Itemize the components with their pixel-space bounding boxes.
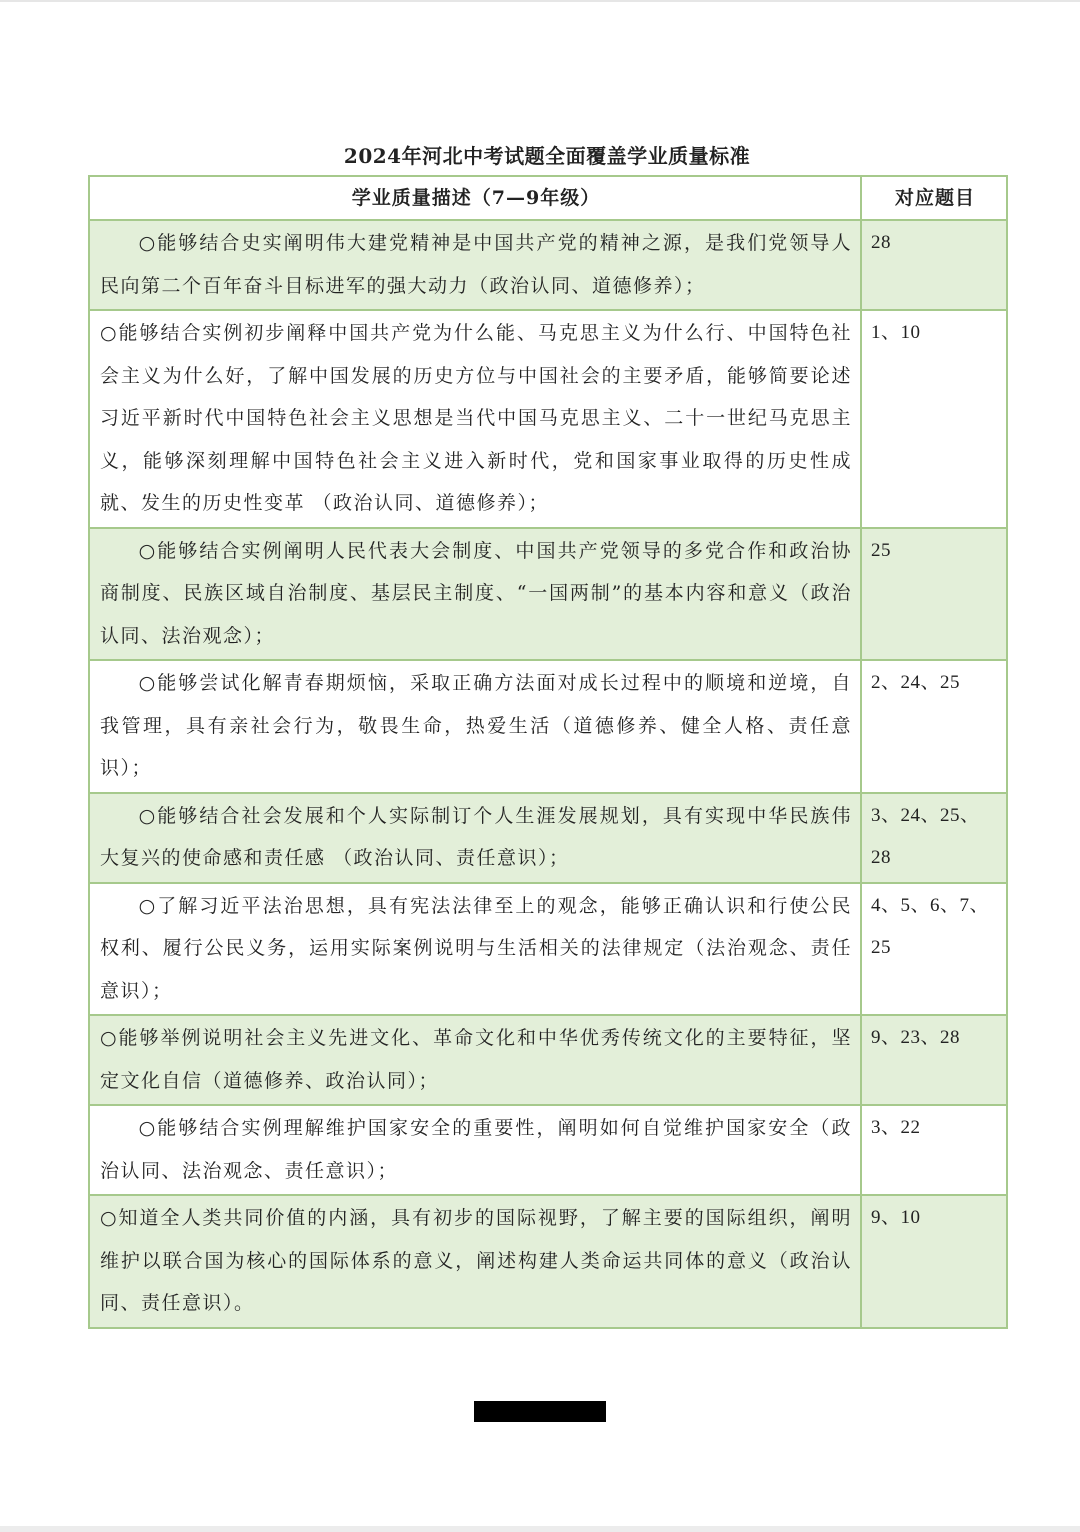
row-description <box>89 310 861 528</box>
row-text: ○了解习近平法治思想，具有宪法法律至上的观念，能够正确认识和行使公民权利、履行公民义务，运用实际案例说明与生活相关的法律规定（法治观念、责任意识）； <box>100 894 852 1002</box>
row-description <box>89 528 861 661</box>
row-text: ○能够举例说明社会主义先进文化、革命文化和中华优秀传统文化的主要特征，坚定文化自信（道德修养、政治认同）； <box>100 1027 852 1092</box>
table-row <box>89 1195 1007 1328</box>
table-row <box>89 883 1007 1016</box>
table-row <box>89 220 1007 310</box>
row-questions: 3、24、25、28 <box>861 793 1007 883</box>
row-text: ○能够结合史实阐明伟大建党精神是中国共产党的精神之源，是我们党领导人民向第二个百年奋斗目标进军的强大动力（政治认同、道德修养）； <box>100 232 852 297</box>
quality-standards-table <box>88 175 1008 1329</box>
bottom-rule <box>0 1526 1080 1532</box>
table-row <box>89 1105 1007 1195</box>
row-text: ○能够结合实例阐明人民代表大会制度、中国共产党领导的多党合作和政治协商制度、民族区域自治制度、基层民主制度、“一国两制”的基本内容和意义（政治认同、法治观念）； <box>100 539 852 647</box>
row-text: ○能够结合实例理解维护国家安全的重要性，阐明如何自觉维护国家安全（政治认同、法治观念、责任意识）； <box>100 1117 852 1182</box>
header-questions: 对应题目 <box>861 176 1007 220</box>
table-row <box>89 660 1007 793</box>
table-row <box>89 793 1007 883</box>
row-text: ○能够结合社会发展和个人实际制订个人生涯发展规划，具有实现中华民族伟大复兴的使命感和责任感 （政治认同、责任意识）； <box>100 804 852 869</box>
redaction-bar <box>474 1401 606 1422</box>
row-description <box>89 220 861 310</box>
row-description <box>89 1015 861 1105</box>
table-header-row <box>89 176 1007 220</box>
row-questions: 4、5、6、7、25 <box>861 883 1007 1016</box>
table-row <box>89 528 1007 661</box>
row-description <box>89 1105 861 1195</box>
row-questions: 28 <box>861 220 1007 310</box>
table-row <box>89 310 1007 528</box>
row-text: ○知道全人类共同价值的内涵，具有初步的国际视野，了解主要的国际组织，阐明维护以联合国为核心的国际体系的意义，阐述构建人类命运共同体的意义（政治认同、责任意识）。 <box>100 1207 852 1314</box>
top-rule <box>0 0 1080 2</box>
header-description: 学业质量描述（7—9年级） <box>89 176 861 220</box>
row-description <box>89 793 861 883</box>
page-title: 2024年河北中考试题全面覆盖学业质量标准 <box>343 144 751 168</box>
row-description <box>89 660 861 793</box>
row-questions: 9、23、28 <box>861 1015 1007 1105</box>
row-text: ○能够尝试化解青春期烦恼，采取正确方法面对成长过程中的顺境和逆境，自我管理，具有亲社会行为，敬畏生命，热爱生活（道德修养、健全人格、责任意识）； <box>100 672 852 779</box>
row-description <box>89 1195 861 1328</box>
row-questions: 9、10 <box>861 1195 1007 1328</box>
row-questions: 3、22 <box>861 1105 1007 1195</box>
table-row <box>89 1015 1007 1105</box>
row-text: ○能够结合实例初步阐释中国共产党为什么能、马克思主义为什么行、中国特色社会主义为什么好，了解中国发展的历史方位与中国社会的主要矛盾，能够简要论述习近平新时代中国特色社会主义思想是当代中国马克思主义、二十一世纪马克思主义，能够深刻理解中国特色社会主义进入新时代，党和国家事业取得的历史性成就、发生的历史性变革 （政治认同、道德修养）； <box>100 322 852 514</box>
row-questions: 1、10 <box>861 310 1007 528</box>
row-questions: 25 <box>861 528 1007 661</box>
row-description <box>89 883 861 1016</box>
row-questions: 2、24、25 <box>861 660 1007 793</box>
